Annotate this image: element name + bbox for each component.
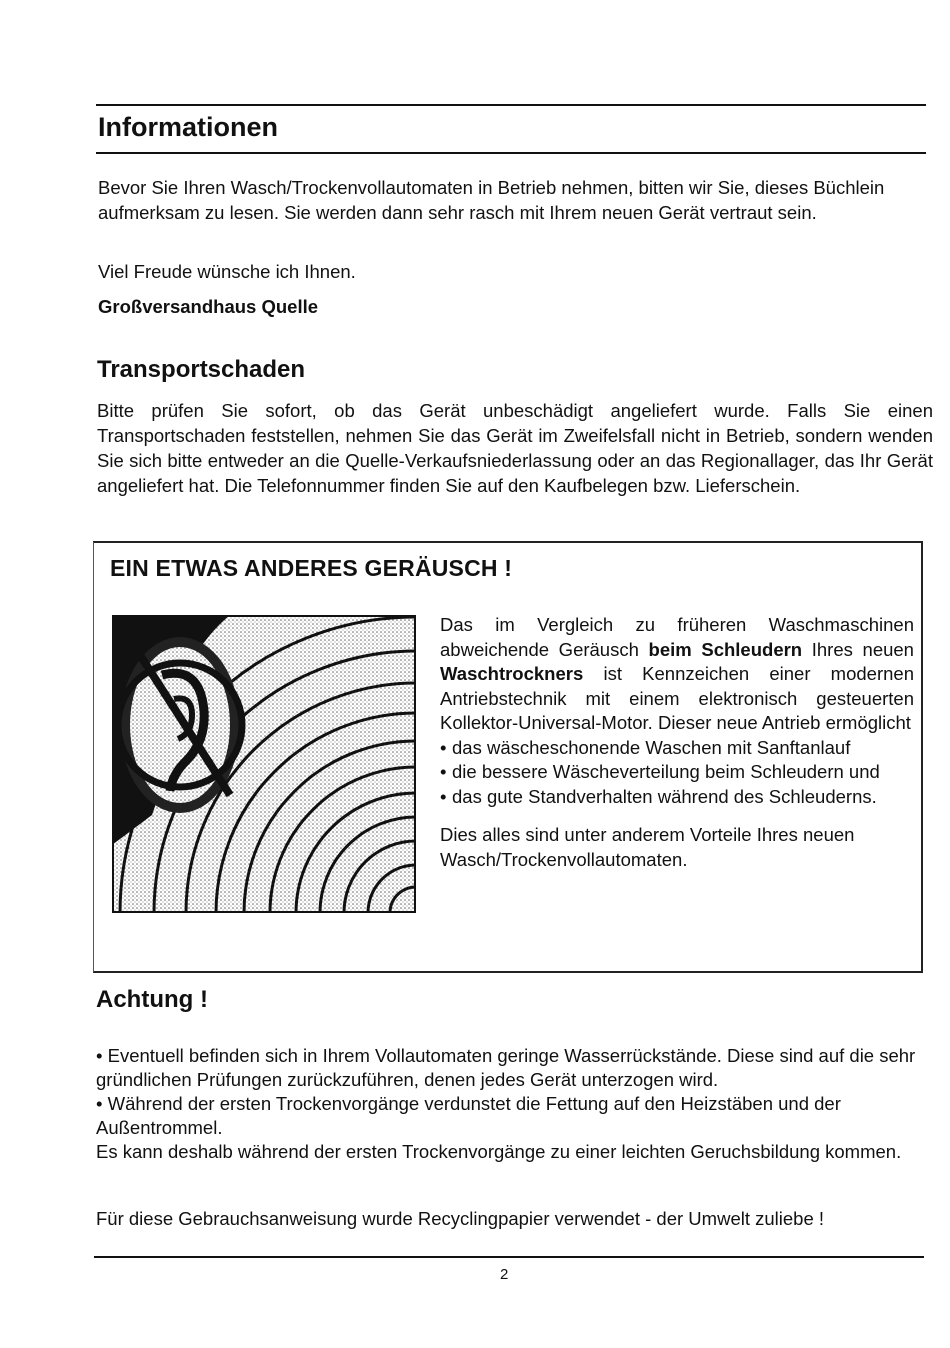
noise-box-text xyxy=(440,613,914,872)
noise-box-bullets xyxy=(440,736,914,810)
achtung-bullet-text: Eventuell befinden sich in Ihrem Vollautomaten geringe Wasserrückstände. Diese sind auf die sehr gründlichen Prüfungen zurückzuführen, denen jedes Gerät unterzogen wird. xyxy=(96,1045,916,1090)
page-title: Informationen xyxy=(98,112,278,142)
achtung-bullet: • Während der ersten Trockenvorgänge verdunstet die Fettung auf den Heizstäben und der Außentrommel. xyxy=(96,1093,841,1138)
achtung-bullet: • Eventuell befinden sich in Ihrem Vollautomaten geringe Wasserrückstände. Diese sind auf die sehr gründlichen Prüfungen zurückzuführen, denen jedes Gerät unterzogen wird. xyxy=(96,1045,916,1090)
list-item: • die bessere Wäscheverteilung beim Schleudern und xyxy=(440,760,914,785)
intro-text-part: ist Kennzeichen einer modernen Antriebstechnik mit einem elektronisch gesteuerten Kollektor-Universal-Motor. Dieser neue Antrieb ermöglicht xyxy=(440,663,914,733)
achtung-note: Es kann deshalb während der ersten Trockenvorgänge zu einer leichten Geruchsbildung kommen. xyxy=(96,1141,902,1162)
page-number: 2 xyxy=(500,1266,509,1283)
intro-paragraph: Bevor Sie Ihren Wasch/Trockenvollautomaten in Betrieb nehmen, bitten wir Sie, dieses Büchlein aufmerksam zu lesen. Sie werden dann sehr rasch mit Ihrem neuen Gerät vertraut sein. xyxy=(98,177,885,223)
achtung-bullet-text: Während der ersten Trockenvorgänge verdunstet die Fettung auf den Heizstäben und der Außentrommel. xyxy=(96,1093,841,1138)
intro-bold-schleudern: beim Schleudern xyxy=(648,638,803,660)
noise-box-intro xyxy=(440,613,914,736)
top-rule xyxy=(96,104,926,106)
noise-info-box xyxy=(93,541,923,973)
intro-signature: Großversandhaus Quelle xyxy=(98,296,319,317)
intro-text-part: Ihres neuen xyxy=(802,638,914,660)
achtung-block xyxy=(96,1044,926,1164)
intro-wish: Viel Freude wünsche ich Ihnen. xyxy=(98,261,356,282)
recycling-note: Für diese Gebrauchsanweisung wurde Recyclingpapier verwendet - der Umwelt zuliebe ! xyxy=(96,1208,825,1229)
achtung-heading: Achtung ! xyxy=(96,986,208,1013)
noise-box-footer: Dies alles sind unter anderem Vorteile Ihres neuen Wasch/Trockenvollautomaten. xyxy=(440,824,855,870)
ear-sound-waves-icon xyxy=(112,615,416,913)
list-item: • das wäscheschonende Waschen mit Sanftanlauf xyxy=(440,736,914,761)
noise-box-title: EIN ETWAS ANDERES GERÄUSCH ! xyxy=(110,555,513,581)
intro-bold-waschtrockner: Waschtrockners xyxy=(440,663,584,684)
footer-rule xyxy=(94,1256,924,1258)
title-underline xyxy=(96,152,926,154)
intro-text-part: Das im Vergleich zu früheren Waschmaschinen abweichende Geräusch xyxy=(440,614,914,660)
transport-paragraph: Bitte prüfen Sie sofort, ob das Gerät unbeschädigt angeliefert wurde. Falls Sie einen Transportschaden feststellen, nehmen Sie das Gerät im Zweifelsfall nicht in Betrieb, sondern wenden Sie sich bitte entweder an die Quelle-Verkaufsniederlassung oder an das Regionallager, das Ihr Gerät angeliefert hat. Die Telefonnummer finden Sie auf den Kaufbelegen bzw. Lieferschein. xyxy=(97,400,933,496)
list-item: • das gute Standverhalten während des Schleuderns. xyxy=(440,785,914,810)
transport-heading: Transportschaden xyxy=(97,356,306,383)
